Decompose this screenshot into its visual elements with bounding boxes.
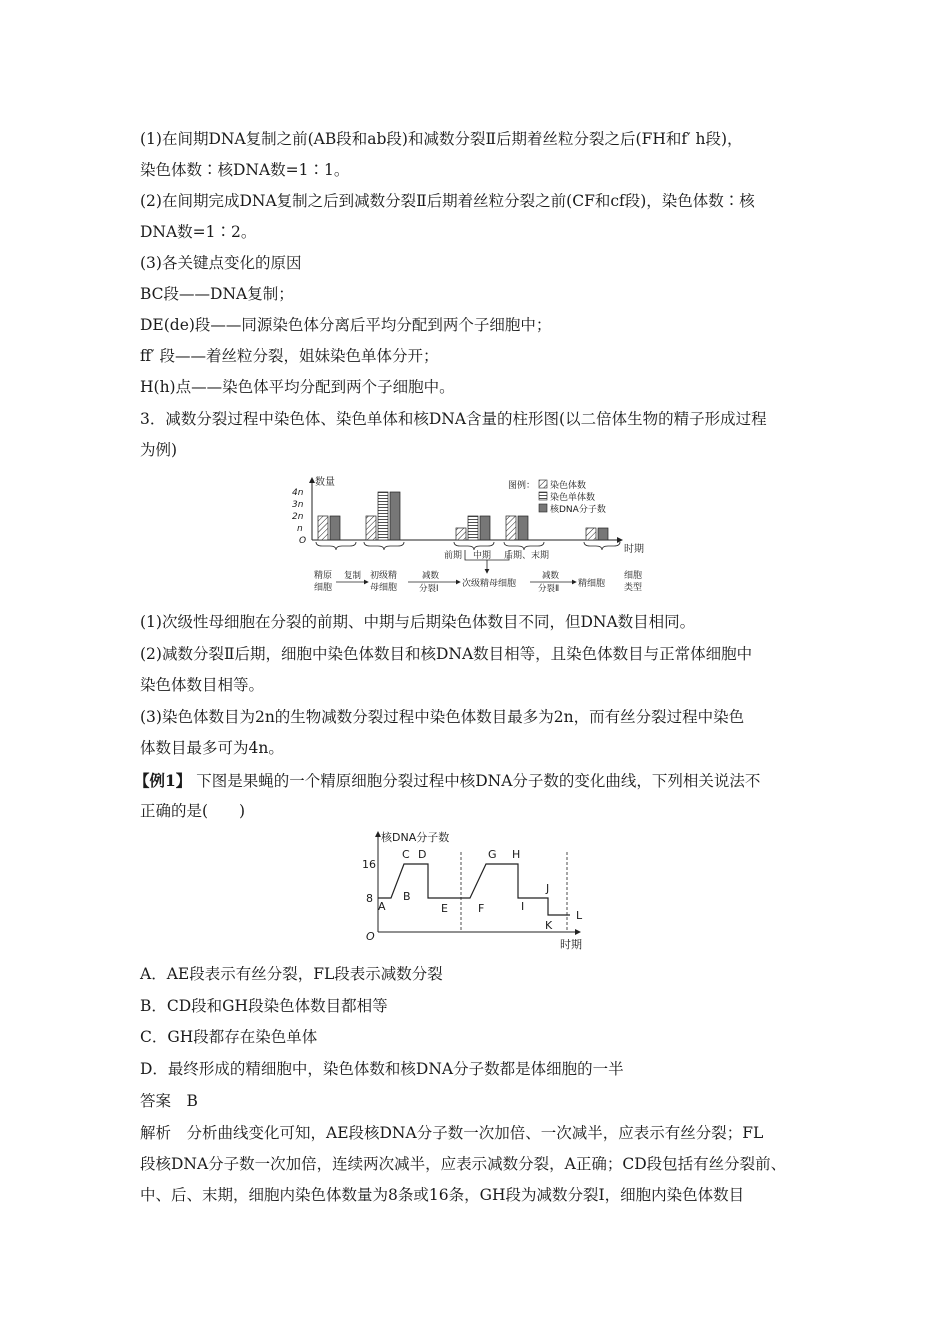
legend-title: 图例：: [508, 481, 536, 491]
intro-line-9: H(h)点——染色体平均分配到两个子细胞中。: [140, 378, 455, 396]
point-label-B: B: [403, 890, 411, 903]
cell-spermatogonium-2: 细胞: [314, 583, 333, 593]
bar-1-0: [366, 516, 376, 540]
arrow-replication: 复制: [344, 571, 362, 581]
bar-x-title: 时期: [624, 544, 644, 555]
bar-1-2: [390, 492, 400, 540]
arrow-meiosis-2-a: 减数: [542, 571, 560, 581]
phase-label-anaphase: 后期、末期: [504, 551, 550, 561]
analysis-line-2: 段核DNA分子数一次加倍，连续两次减半，应表示减数分裂，A正确；CD段包括有丝分裂前、: [140, 1155, 787, 1173]
point-label-E: E: [441, 902, 448, 915]
cell-primary-2: 母细胞: [370, 583, 398, 593]
line-tick-8: 8: [366, 892, 373, 905]
cell-spermatid: 精细胞: [578, 579, 606, 589]
phase-label-prophase: 前期: [444, 551, 463, 561]
point-label-D: D: [418, 848, 427, 861]
legend-chromosome: 染色体数: [550, 481, 587, 491]
example-tag: 【例1】: [134, 771, 192, 790]
intro-line-3: (2)在间期完成DNA复制之后到减数分裂Ⅱ后期着丝粒分裂之前(CF和cf段)，染色体数∶核: [140, 192, 755, 210]
bar-tick-n: n: [297, 524, 303, 534]
bar-0-2: [330, 516, 340, 540]
point-label-A: A: [378, 900, 386, 913]
example-question-line-2: 正确的是( ): [140, 802, 246, 820]
bar-0-0: [318, 516, 328, 540]
cell-type-label-2: 类型: [624, 583, 643, 593]
line-x-title: 时期: [560, 938, 582, 951]
bar-3-0: [506, 516, 516, 540]
note-1: (1)次级性母细胞在分裂的前期、中期与后期染色体数目不同，但DNA数目相同。: [140, 613, 696, 631]
cell-spermatogonium-1: 精原: [314, 571, 333, 581]
bar-figure: [284, 470, 664, 602]
intro-line-1: (1)在间期DNA复制之前(AB段和ab段)和减数分裂Ⅱ后期着丝粒分裂之后(FH和f′ h段)，: [140, 130, 743, 148]
cell-type-label-1: 细胞: [624, 571, 643, 581]
line-origin: O: [366, 930, 375, 943]
bar-tick-2n: 2n: [292, 512, 304, 522]
section-3-heading-cont: 为例): [140, 441, 178, 459]
option-d[interactable]: D．最终形成的精细胞中，染色体数和核DNA分子数都是体细胞的一半: [140, 1060, 624, 1078]
legend-dna: 核DNA分子数: [550, 505, 606, 515]
cell-secondary: 次级精母细胞: [462, 579, 517, 589]
point-label-J: J: [546, 882, 550, 895]
bar-3-2: [518, 516, 528, 540]
analysis-line-1: 解析 分析曲线变化可知，AE段核DNA分子数一次加倍、一次减半，应表示有丝分裂；FL: [140, 1124, 764, 1142]
note-2a: (2)减数分裂Ⅱ后期，细胞中染色体数目和核DNA数目相等，且染色体数目与正常体细胞中: [140, 645, 753, 663]
intro-line-8: ff′ 段——着丝粒分裂，姐妹染色单体分开；: [140, 347, 439, 365]
option-a[interactable]: A．AE段表示有丝分裂，FL段表示减数分裂: [140, 965, 443, 983]
line-tick-16: 16: [362, 858, 376, 871]
bar-4-2: [598, 528, 608, 540]
arrow-meiosis-1-b: 分裂Ⅰ: [419, 584, 439, 594]
bar-2-1: [468, 516, 478, 540]
intro-line-5: (3)各关键点变化的原因: [140, 254, 302, 272]
bar-2-0: [456, 528, 466, 540]
cell-primary-1: 初级精: [370, 571, 398, 581]
arrow-meiosis-1-a: 减数: [422, 571, 440, 581]
example-question-text: 下图是果蝇的一个精原细胞分裂过程中核DNA分子数的变化曲线，下列相关说法不: [196, 772, 761, 790]
bar-y-title: 数量: [315, 477, 335, 488]
point-label-H: H: [512, 848, 521, 861]
note-3b: 体数目最多可为4n。: [140, 739, 284, 757]
bar-1-1: [378, 492, 388, 540]
intro-line-6: BC段——DNA复制；: [140, 285, 294, 303]
point-label-I: I: [521, 900, 525, 913]
intro-line-2: 染色体数∶核DNA数=1∶1。: [140, 161, 350, 179]
legend-chromatid: 染色单体数: [550, 493, 596, 503]
arrow-meiosis-2-b: 分裂Ⅱ: [538, 584, 560, 594]
option-b[interactable]: B．CD段和GH段染色体数目都相等: [140, 997, 388, 1015]
point-label-C: C: [402, 848, 410, 861]
point-label-L: L: [576, 909, 583, 922]
analysis-line-3: 中、后、末期，细胞内染色体数量为8条或16条，GH段为减数分裂Ⅰ，细胞内染色体数目: [140, 1186, 745, 1204]
note-3a: (3)染色体数目为2n的生物减数分裂过程中染色体数目最多为2n，而有丝分裂过程中染色: [140, 708, 745, 726]
phase-label-metaphase: 中期: [473, 551, 492, 561]
note-2b: 染色体数目相等。: [140, 676, 265, 694]
section-3-heading: 3．减数分裂过程中染色体、染色单体和核DNA含量的柱形图(以二倍体生物的精子形成过程: [140, 410, 767, 428]
answer: 答案 B: [140, 1092, 198, 1110]
bar-tick-o: O: [299, 536, 307, 546]
point-label-K: K: [545, 919, 553, 932]
dna-line-figure: [358, 826, 598, 954]
dna-curve: [378, 848, 583, 932]
point-label-G: G: [488, 848, 497, 861]
bar-tick-4n: 4n: [292, 488, 304, 498]
point-label-F: F: [478, 902, 485, 915]
intro-line-4: DNA数=1∶2。: [140, 223, 257, 241]
example-question-line-1: [134, 765, 814, 797]
line-y-title: 核DNA分子数: [381, 831, 450, 844]
option-c[interactable]: C．GH段都存在染色单体: [140, 1028, 318, 1046]
bar-2-2: [480, 516, 490, 540]
bar-tick-3n: 3n: [292, 500, 304, 510]
bar-4-0: [586, 528, 596, 540]
intro-line-7: DE(de)段——同源染色体分离后平均分配到两个子细胞中；: [140, 316, 552, 334]
